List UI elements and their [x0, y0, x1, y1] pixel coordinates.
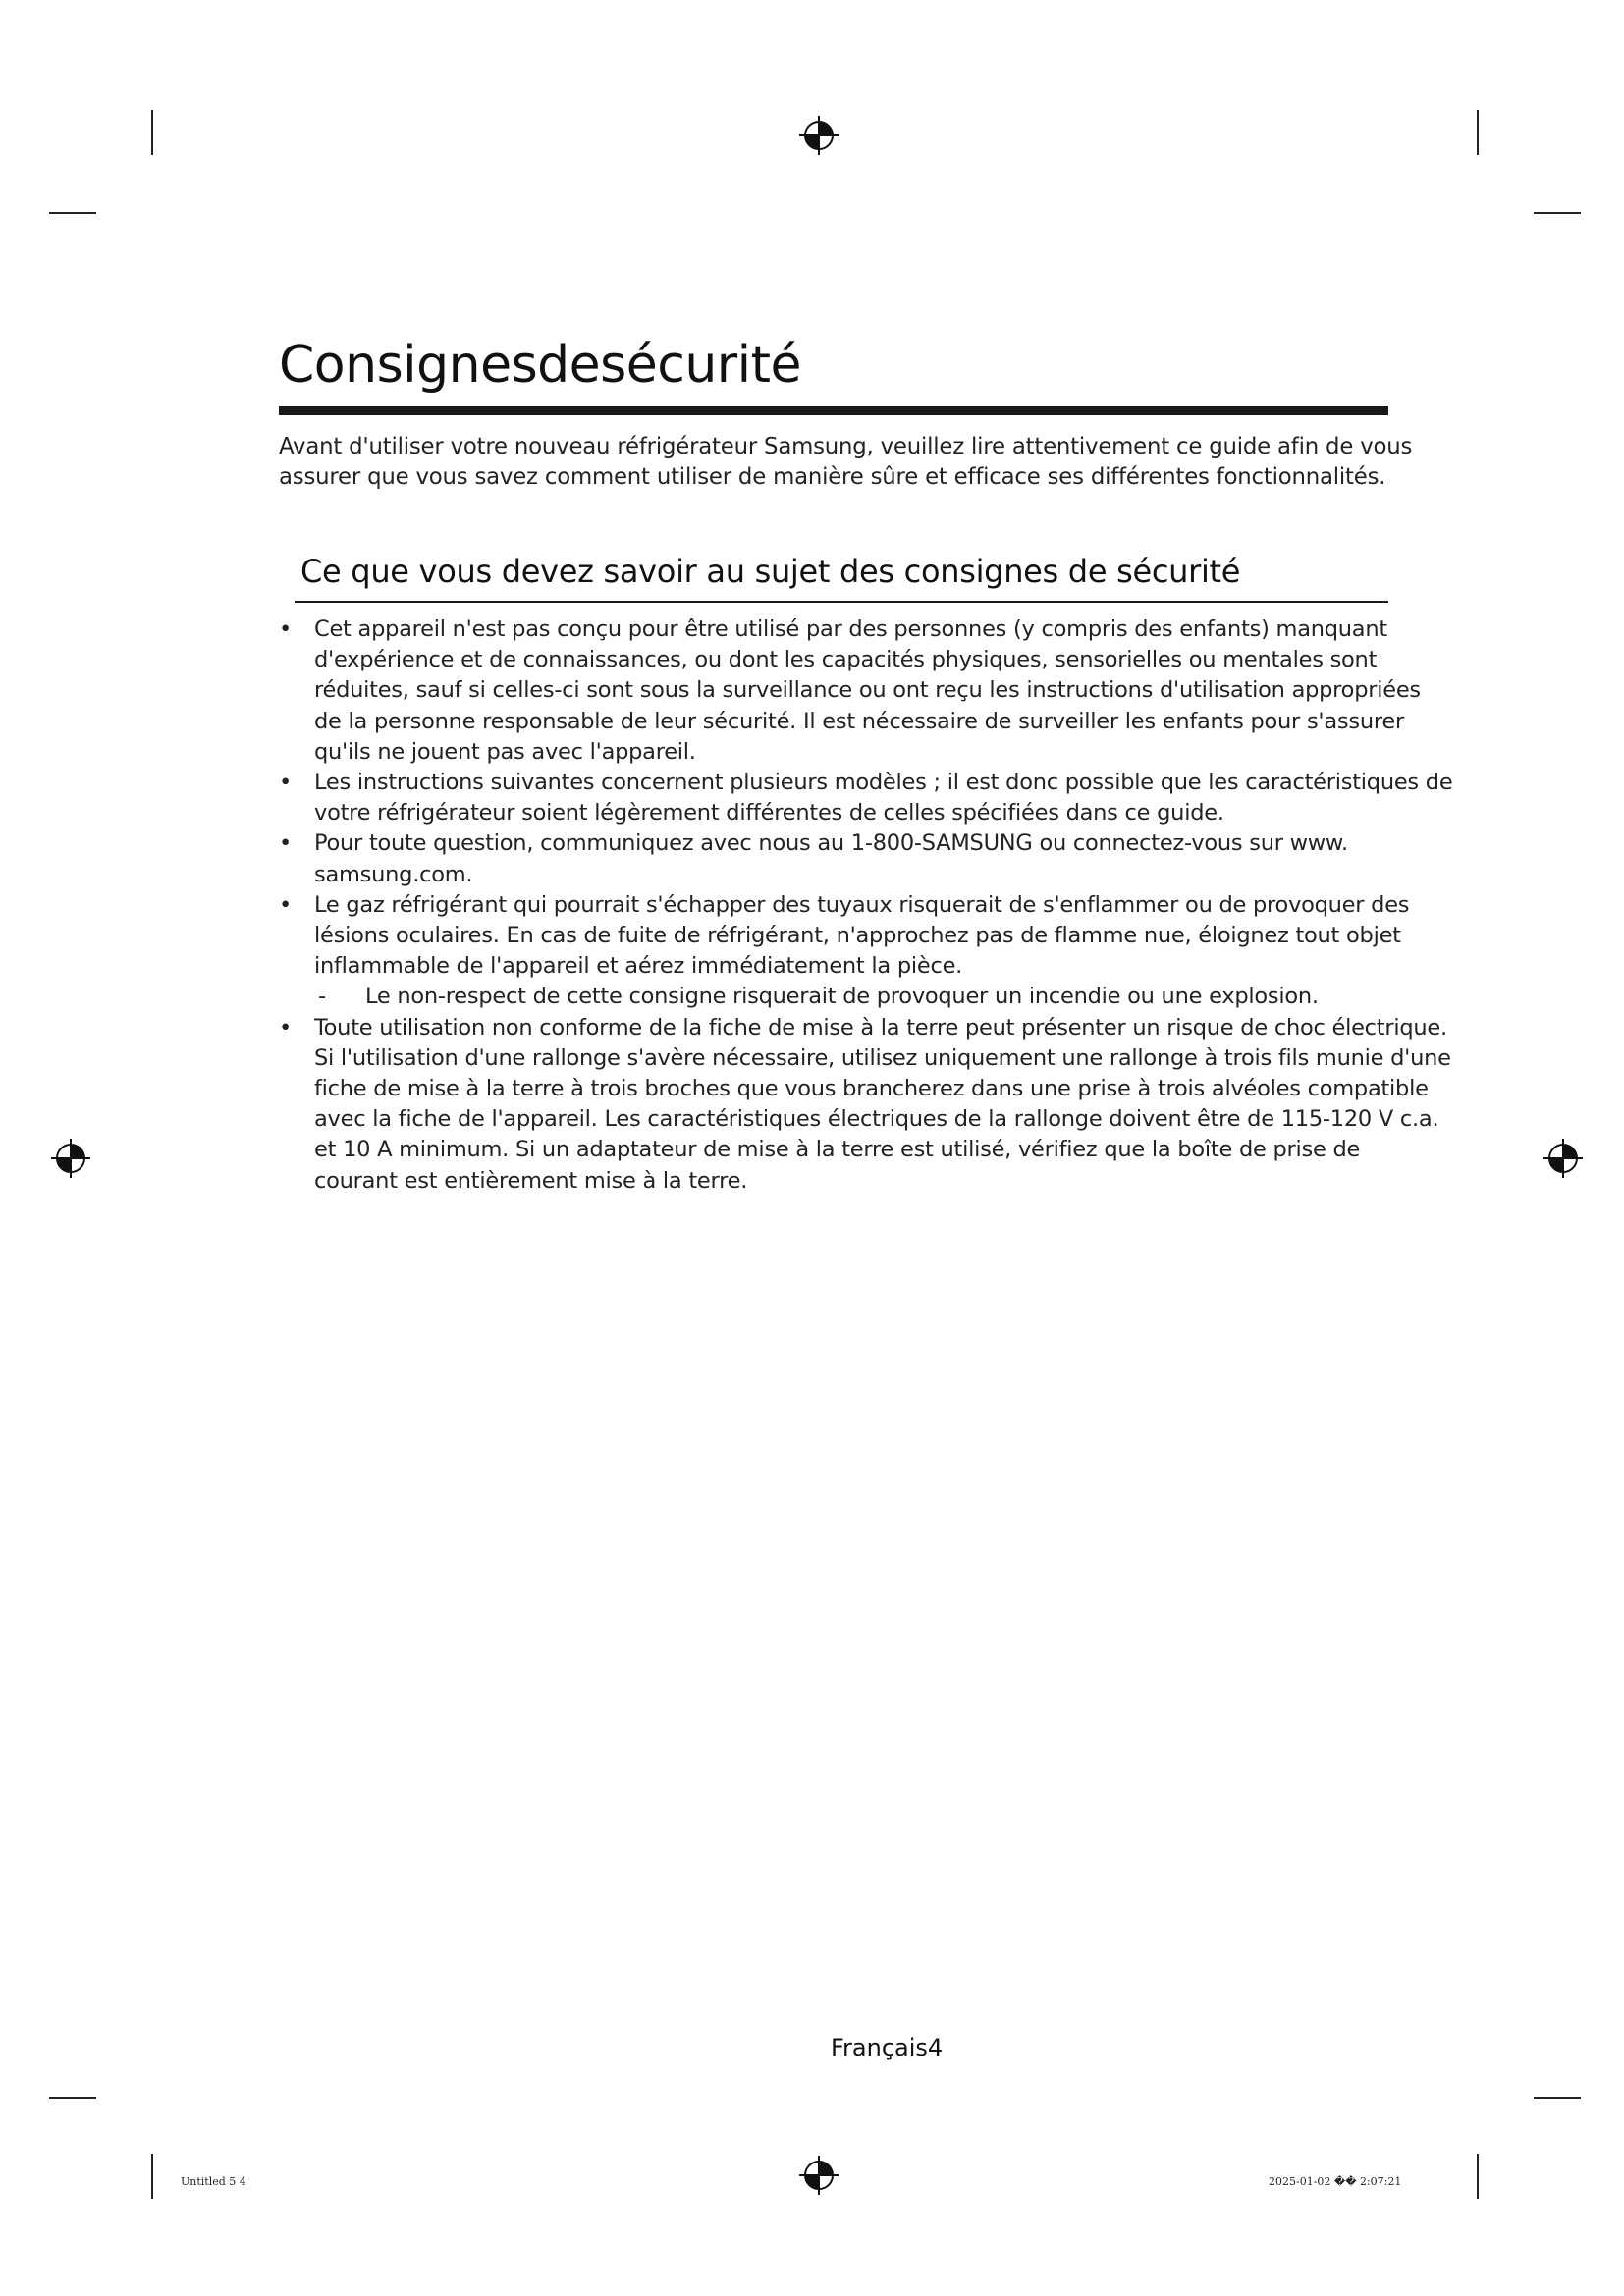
bullet-line: lésions oculaires. En cas de fuite de réfrigérant, n'approchez pas de flamme nue, éloignez tout objet	[314, 923, 1401, 949]
bullet-item	[279, 1013, 1451, 1197]
bullet-line: d'expérience et de connaissances, ou dont les capacités physiques, sensorielles ou mentales sont	[314, 647, 1378, 673]
sub-bullet-item	[279, 982, 1398, 1012]
bullet-item	[279, 768, 1453, 828]
page-title: Consignesdesécurité	[279, 336, 802, 395]
bullet-marker: •	[279, 830, 293, 857]
section-heading-rule	[295, 601, 1388, 603]
bullet-item	[279, 828, 1398, 889]
bullet-line: Toute utilisation non conforme de la fiche de mise à la terre peut présenter un risque de choc électrique.	[314, 1014, 1447, 1041]
registration-crosshair-icon	[799, 2156, 839, 2195]
bullet-line: réduites, sauf si celles-ci sont sous la surveillance ou ont reçu les instructions d'utilisation appropriées	[314, 677, 1421, 704]
bullet-item	[279, 614, 1421, 768]
bullet-line: qu'ils ne jouent pas avec l'appareil.	[314, 738, 696, 765]
footer-language: Français	[831, 2034, 928, 2061]
crop-mark-bottom-right-horizontal	[1534, 2097, 1581, 2099]
title-rule	[279, 406, 1388, 415]
intro-line: Avant d'utiliser votre nouveau réfrigérateur Samsung, veuillez lire attentivement ce guide afin de vous	[279, 434, 1413, 459]
bullet-line: inflammable de l'appareil et aérez immédiatement la pièce.	[314, 953, 963, 980]
section-heading: Ce que vous devez savoir au sujet des consignes de sécurité	[300, 553, 1241, 590]
safety-bullet-list	[279, 614, 1453, 1197]
bullet-marker: •	[279, 1014, 293, 1041]
bullet-line: Pour toute question, communiquez avec nous au 1-800-SAMSUNG ou connectez-vous sur www.	[314, 830, 1348, 857]
bullet-item	[279, 890, 1410, 983]
crop-mark-bottom-right-vertical	[1477, 2154, 1479, 2199]
bullet-line: Les instructions suivantes concernent plusieurs modèles ; il est donc possible que les caractéristiques de	[314, 770, 1453, 796]
registration-crosshair-icon	[799, 116, 839, 155]
crop-mark-top-left-horizontal	[49, 212, 96, 214]
dash-marker: -	[318, 984, 326, 1010]
crop-mark-bottom-left-vertical	[151, 2154, 153, 2199]
intro-paragraph	[279, 432, 1413, 493]
crop-mark-top-right-vertical	[1477, 110, 1479, 155]
crop-mark-top-left-vertical	[151, 110, 153, 155]
print-slug-timestamp: 2025-01-02 �� 2:07:21	[1269, 2175, 1402, 2188]
sub-bullet-line: Le non-respect de cette consigne risquerait de provoquer un incendie ou une explosion.	[365, 984, 1319, 1010]
bullet-line: Si l'utilisation d'une rallonge s'avère nécessaire, utilisez uniquement une rallonge à trois fils munie d'une	[314, 1044, 1451, 1071]
bullet-line: votre réfrigérateur soient légèrement différentes de celles spécifiées dans ce guide.	[314, 800, 1224, 827]
page-number: 4	[927, 2034, 944, 2061]
bullet-marker: •	[279, 770, 293, 796]
bullet-line: de la personne responsable de leur sécurité. Il est nécessaire de surveiller les enfants pour s'assurer	[314, 708, 1404, 734]
bullet-marker: •	[279, 616, 293, 642]
bullet-line: fiche de mise à la terre à trois broches que vous brancherez dans une prise à trois alvéoles compatible	[314, 1076, 1429, 1102]
bullet-line: samsung.com.	[314, 861, 473, 887]
bullet-marker: •	[279, 891, 293, 918]
bullet-line: et 10 A minimum. Si un adaptateur de mise à la terre est utilisé, vérifiez que la boîte de prise de	[314, 1137, 1361, 1163]
bullet-line: courant est entièrement mise à la terre.	[314, 1167, 748, 1194]
bullet-line: avec la fiche de l'appareil. Les caractéristiques électriques de la rallonge doivent être de 115-120 V c.a.	[314, 1106, 1439, 1133]
print-slug-filename: Untitled 5 4	[181, 2175, 246, 2188]
intro-line: assurer que vous savez comment utiliser de manière sûre et efficace ses différentes fonctionnalités.	[279, 464, 1386, 490]
registration-crosshair-icon	[51, 1139, 90, 1178]
page-footer	[831, 2034, 943, 2061]
bullet-line: Le gaz réfrigérant qui pourrait s'échapper des tuyaux risquerait de s'enflammer ou de provoquer des	[314, 891, 1410, 918]
bullet-line: Cet appareil n'est pas conçu pour être utilisé par des personnes (y compris des enfants) manquant	[314, 616, 1387, 642]
crop-mark-bottom-left-horizontal	[49, 2097, 96, 2099]
registration-crosshair-icon	[1543, 1139, 1583, 1178]
crop-mark-top-right-horizontal	[1534, 212, 1581, 214]
